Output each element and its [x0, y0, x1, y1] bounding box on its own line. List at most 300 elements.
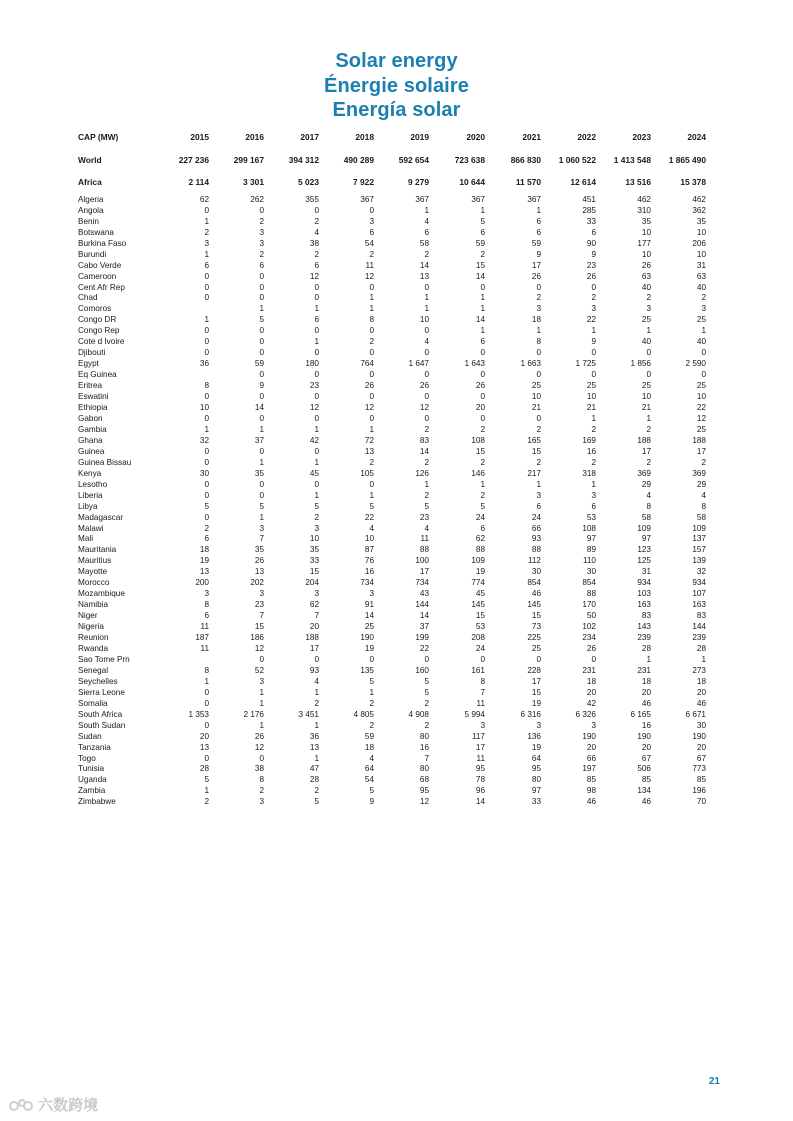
cell-value: 14 [475, 271, 485, 281]
cell-value: 0 [646, 348, 651, 358]
cell-value: 25 [641, 315, 651, 325]
row-label: Somalia [78, 698, 108, 708]
cell-value: 26 [364, 381, 374, 391]
cell-value: 12 [309, 403, 319, 413]
table-row [78, 743, 706, 754]
cell-value: 5 [424, 687, 429, 697]
cell-value: 8 [480, 676, 485, 686]
cell-value: 10 [531, 392, 541, 402]
cell-value: 3 [591, 490, 596, 500]
cell-value: 20 [696, 687, 706, 697]
cell-value: 7 [424, 753, 429, 763]
cell-value: 2 [424, 424, 429, 434]
cell-value: 62 [199, 194, 209, 204]
row-label: Togo [78, 753, 96, 763]
cell-value: 2 [480, 457, 485, 467]
cell-value: 28 [641, 643, 651, 653]
cell-value: 239 [692, 633, 706, 643]
cell-value: 3 [259, 227, 264, 237]
cell-value: 1 865 490 [668, 155, 706, 165]
cell-value: 5 [314, 797, 319, 807]
cell-value: 11 [420, 534, 429, 544]
cell-value: 117 [471, 731, 485, 741]
cell-value: 10 644 [459, 176, 485, 187]
cell-value: 7 922 [353, 176, 374, 187]
cell-value: 1 [424, 205, 429, 215]
cell-value: 0 [204, 337, 209, 347]
table-row [78, 699, 706, 710]
cell-value: 4 [369, 523, 374, 533]
cell-value: 1 [259, 457, 264, 467]
cell-value: 3 [480, 720, 485, 730]
table-row [78, 666, 706, 677]
cell-value: 2 [480, 424, 485, 434]
cell-value: 1 [646, 654, 651, 664]
table-row [78, 480, 706, 491]
cell-value: 17 [531, 260, 541, 270]
cell-value: 0 [204, 512, 209, 522]
cell-value: 6 [480, 227, 485, 237]
cell-value: 9 [536, 249, 541, 259]
cell-value: 126 [415, 468, 429, 478]
cell-value: 0 [369, 392, 374, 402]
cell-value: 367 [360, 194, 374, 204]
cell-value: 25 [641, 381, 651, 391]
cell-value: 0 [259, 271, 264, 281]
cell-value: 35 [254, 468, 264, 478]
row-label: Mozambique [78, 589, 125, 599]
cell-value: 54 [364, 238, 374, 248]
cell-value: 202 [250, 578, 264, 588]
cell-value: 2 [424, 249, 429, 259]
cell-value: 0 [259, 446, 264, 456]
cell-value: 3 451 [298, 709, 319, 719]
cell-value: 78 [475, 775, 485, 785]
cell-value: 2 [591, 293, 596, 303]
cell-value: 33 [531, 797, 541, 807]
cell-value: 143 [637, 622, 651, 632]
cell-value: 3 [646, 304, 651, 314]
row-label: Botswana [78, 227, 114, 237]
cell-value: 0 [646, 370, 651, 380]
cell-value: 8 [701, 501, 706, 511]
cell-value: 19 [531, 742, 541, 752]
cell-value: 25 [586, 381, 596, 391]
cell-value: 231 [637, 665, 651, 675]
cell-value: 6 [314, 260, 319, 270]
table-row [78, 469, 706, 480]
cell-value: 16 [364, 567, 374, 577]
cell-value: 0 [259, 479, 264, 489]
cell-value: 13 [309, 742, 319, 752]
cell-value: 67 [641, 753, 651, 763]
cell-value: 123 [637, 545, 651, 555]
cell-value: 2 [259, 786, 264, 796]
cell-value: 37 [254, 435, 264, 445]
row-label: Sao Tome Prn [78, 654, 130, 664]
cell-value: 187 [195, 633, 209, 643]
cell-value: 11 [476, 753, 485, 763]
cell-value: 66 [586, 753, 596, 763]
cell-value: 15 [309, 567, 319, 577]
cell-value: 0 [536, 654, 541, 664]
row-label: Gabon [78, 413, 103, 423]
cell-value: 0 [369, 370, 374, 380]
cell-value: 108 [582, 523, 596, 533]
cell-value: 7 [259, 611, 264, 621]
cell-value: 367 [527, 194, 541, 204]
cell-value: 0 [369, 348, 374, 358]
cell-value: 109 [637, 523, 651, 533]
cell-value: 3 [204, 589, 209, 599]
cell-value: 1 [314, 424, 319, 434]
cell-value: 0 [204, 720, 209, 730]
cell-value: 25 [696, 381, 706, 391]
row-label: Guinea [78, 446, 105, 456]
cell-value: 5 [204, 775, 209, 785]
cell-value: 1 [480, 326, 485, 336]
cell-value: 163 [692, 600, 706, 610]
cell-value: 1 [259, 720, 264, 730]
cell-value: 1 [480, 304, 485, 314]
cell-value: 0 [204, 326, 209, 336]
cell-value: 58 [419, 238, 429, 248]
cell-value: 6 [536, 501, 541, 511]
cell-value: 109 [471, 556, 485, 566]
cell-value: 36 [199, 359, 209, 369]
cell-value: 451 [582, 194, 596, 204]
cell-value: 1 [536, 205, 541, 215]
cell-value: 0 [424, 282, 429, 292]
cell-value: 5 [424, 501, 429, 511]
cell-value: 367 [471, 194, 485, 204]
cell-value: 42 [586, 698, 596, 708]
cell-value: 1 [314, 337, 319, 347]
row-label: Cabo Verde [78, 260, 122, 270]
cell-value: 6 [591, 227, 596, 237]
cell-value: 3 [314, 589, 319, 599]
cell-value: 3 [701, 304, 706, 314]
table-header-row [78, 131, 706, 144]
cell-value: 80 [531, 775, 541, 785]
table-row [78, 524, 706, 535]
row-label: Eswatini [78, 392, 109, 402]
cell-value: 22 [696, 403, 706, 413]
cell-value: 10 [364, 534, 374, 544]
cell-value: 72 [364, 435, 374, 445]
cell-value: 3 [536, 720, 541, 730]
cell-value: 170 [582, 600, 596, 610]
cell-value: 145 [471, 600, 485, 610]
cell-value: 2 [646, 424, 651, 434]
cell-value: 24 [531, 512, 541, 522]
cell-value: 0 [591, 348, 596, 358]
cell-value: 0 [259, 370, 264, 380]
cell-value: 2 [369, 698, 374, 708]
cell-value: 9 [591, 337, 596, 347]
cell-value: 2 [591, 424, 596, 434]
cell-value: 1 [314, 457, 319, 467]
cell-value: 46 [586, 797, 596, 807]
row-label: Ghana [78, 435, 103, 445]
cell-value: 2 176 [243, 709, 264, 719]
cell-value: 35 [696, 216, 706, 226]
row-label: Cent Afr Rep [78, 282, 125, 292]
cell-value: 2 [480, 490, 485, 500]
cell-value: 67 [696, 753, 706, 763]
row-label: Mayotte [78, 567, 108, 577]
row-label: Malawi [78, 523, 104, 533]
cell-value: 59 [531, 238, 541, 248]
cell-value: 26 [586, 643, 596, 653]
cell-value: 5 [424, 676, 429, 686]
cell-value: 59 [364, 731, 374, 741]
row-label: Mali [78, 534, 94, 544]
row-label: Sierra Leone [78, 687, 125, 697]
table-row [78, 578, 706, 589]
cell-value: 2 [369, 457, 374, 467]
table-row [78, 436, 706, 447]
row-label: South Africa [78, 709, 123, 719]
cell-value: 145 [527, 600, 541, 610]
cell-value: 0 [424, 413, 429, 423]
cell-value: 46 [531, 589, 541, 599]
cell-value: 160 [415, 665, 429, 675]
cell-value: 40 [696, 282, 706, 292]
cell-value: 38 [254, 764, 264, 774]
cell-value: 1 [204, 315, 209, 325]
cell-value: 6 [259, 260, 264, 270]
cell-value: 93 [531, 534, 541, 544]
cell-value: 6 [536, 227, 541, 237]
cell-value: 2 [259, 249, 264, 259]
table-row [78, 217, 706, 228]
cell-value: 112 [527, 556, 541, 566]
cell-value: 144 [692, 622, 706, 632]
cell-value: 227 236 [178, 155, 209, 165]
table-row [78, 513, 706, 524]
cell-value: 186 [250, 633, 264, 643]
table-row [78, 403, 706, 414]
cell-value: 95 [531, 764, 541, 774]
cell-value: 5 [314, 501, 319, 511]
cell-value: 0 [204, 282, 209, 292]
cell-value: 12 [254, 742, 264, 752]
cell-value: 0 [314, 326, 319, 336]
cell-value: 10 [696, 392, 706, 402]
header-year: 2015 [190, 132, 209, 142]
cell-value: 24 [475, 512, 485, 522]
table-row [78, 425, 706, 436]
cell-value: 0 [314, 282, 319, 292]
cell-value: 490 289 [343, 155, 374, 165]
cell-value: 0 [259, 326, 264, 336]
cell-value: 0 [204, 457, 209, 467]
cell-value: 53 [586, 512, 596, 522]
cell-value: 46 [696, 698, 706, 708]
cell-value: 10 [641, 392, 651, 402]
cell-value: 1 [424, 304, 429, 314]
cell-value: 7 [480, 687, 485, 697]
table-row [78, 677, 706, 688]
cell-value: 13 516 [625, 176, 651, 187]
cell-value: 3 [259, 523, 264, 533]
cell-value: 1 [480, 479, 485, 489]
header-year: 2016 [245, 132, 264, 142]
cell-value: 2 [591, 457, 596, 467]
cell-value: 21 [641, 403, 651, 413]
cell-value: 137 [692, 534, 706, 544]
cell-value: 14 [419, 611, 429, 621]
cell-value: 0 [536, 282, 541, 292]
cell-value: 24 [475, 643, 485, 653]
cell-value: 3 [259, 589, 264, 599]
title-spanish: Energía solar [332, 99, 461, 121]
cell-value: 4 [424, 216, 429, 226]
cell-value: 36 [309, 731, 319, 741]
cell-value: 1 [536, 326, 541, 336]
table-row [78, 370, 706, 381]
cell-value: 58 [641, 512, 651, 522]
cell-value: 15 [531, 611, 541, 621]
cell-value: 14 [419, 260, 429, 270]
cell-value: 1 [259, 698, 264, 708]
cell-value: 0 [369, 326, 374, 336]
cell-value: 19 [531, 698, 541, 708]
cell-value: 0 [204, 271, 209, 281]
cell-value: 1 [314, 720, 319, 730]
cell-value: 934 [692, 578, 706, 588]
cell-value: 2 [536, 293, 541, 303]
cell-value: 2 [314, 698, 319, 708]
cell-value: 91 [364, 600, 374, 610]
cell-value: 0 [369, 205, 374, 215]
cell-value: 30 [696, 720, 706, 730]
cell-value: 83 [419, 435, 429, 445]
cell-value: 362 [692, 205, 706, 215]
table-row [78, 206, 706, 217]
cell-value: 4 [646, 490, 651, 500]
cell-value: 21 [531, 403, 541, 413]
cell-value: 180 [305, 359, 319, 369]
row-label: Burkina Faso [78, 238, 127, 248]
cell-value: 11 [365, 260, 374, 270]
table-row [78, 786, 706, 797]
cell-value: 52 [254, 665, 264, 675]
cell-value: 6 [536, 216, 541, 226]
cell-value: 0 [204, 479, 209, 489]
cell-value: 1 856 [630, 359, 651, 369]
cell-value: 0 [701, 348, 706, 358]
cell-value: 97 [531, 786, 541, 796]
row-label: Zambia [78, 786, 106, 796]
cell-value: 30 [531, 567, 541, 577]
row-label: Morocco [78, 578, 110, 588]
cell-value: 18 [531, 315, 541, 325]
cell-value: 0 [591, 654, 596, 664]
cell-value: 83 [696, 611, 706, 621]
cell-value: 2 [259, 216, 264, 226]
cell-value: 97 [586, 534, 596, 544]
cell-value: 0 [424, 326, 429, 336]
table-row [78, 644, 706, 655]
cell-value: 1 [536, 479, 541, 489]
cell-value: 0 [204, 446, 209, 456]
cell-value: 17 [419, 567, 429, 577]
cell-value: 20 [586, 687, 596, 697]
cell-value: 70 [696, 797, 706, 807]
cell-value: 2 [424, 720, 429, 730]
cell-value: 1 [314, 753, 319, 763]
cell-value: 764 [360, 359, 374, 369]
cell-value: 16 [419, 742, 429, 752]
cell-value: 12 [364, 403, 374, 413]
cell-value: 0 [369, 413, 374, 423]
cell-value: 0 [424, 392, 429, 402]
cell-value: 1 [424, 479, 429, 489]
cell-value: 2 [369, 720, 374, 730]
cell-value: 0 [369, 479, 374, 489]
row-label: Mauritius [78, 556, 112, 566]
table-row [78, 272, 706, 283]
watermark-text: 六数跨境 [38, 1097, 99, 1114]
cell-value: 0 [259, 413, 264, 423]
cell-value: 157 [692, 545, 706, 555]
cell-value: 17 [641, 446, 651, 456]
cell-value: 50 [586, 611, 596, 621]
cell-value: 225 [527, 633, 541, 643]
cell-value: 100 [415, 556, 429, 566]
cell-value: 26 [254, 731, 264, 741]
cell-value: 62 [475, 534, 485, 544]
cell-value: 20 [641, 687, 651, 697]
cell-value: 9 [259, 381, 264, 391]
row-label: Gambia [78, 424, 107, 434]
cell-value: 17 [696, 446, 706, 456]
row-label: Rwanda [78, 643, 109, 653]
cell-value: 6 [424, 227, 429, 237]
cell-value: 63 [696, 271, 706, 281]
cell-value: 188 [692, 435, 706, 445]
header-label: CAP (MW) [78, 132, 119, 142]
cell-value: 66 [531, 523, 541, 533]
cell-value: 90 [586, 238, 596, 248]
cell-value: 17 [475, 742, 485, 752]
cell-value: 3 [204, 238, 209, 248]
cell-value: 30 [586, 567, 596, 577]
row-label: Senegal [78, 665, 109, 675]
cell-value: 4 [424, 523, 429, 533]
cell-value: 0 [480, 654, 485, 664]
cell-value: 367 [415, 194, 429, 204]
table-row [78, 326, 706, 337]
cell-value: 5 023 [298, 176, 319, 187]
header-year: 2017 [300, 132, 319, 142]
cell-value: 11 [476, 698, 485, 708]
cell-value: 1 060 522 [558, 155, 596, 165]
cell-value: 0 [259, 282, 264, 292]
cell-value: 88 [419, 545, 429, 555]
cell-value: 4 [369, 753, 374, 763]
cell-value: 80 [419, 764, 429, 774]
cell-value: 0 [536, 413, 541, 423]
cell-value: 25 [364, 622, 374, 632]
table-row [78, 633, 706, 644]
cell-value: 29 [696, 479, 706, 489]
cell-value: 20 [696, 742, 706, 752]
cell-value [168, 655, 209, 666]
row-label: Burundi [78, 249, 107, 259]
